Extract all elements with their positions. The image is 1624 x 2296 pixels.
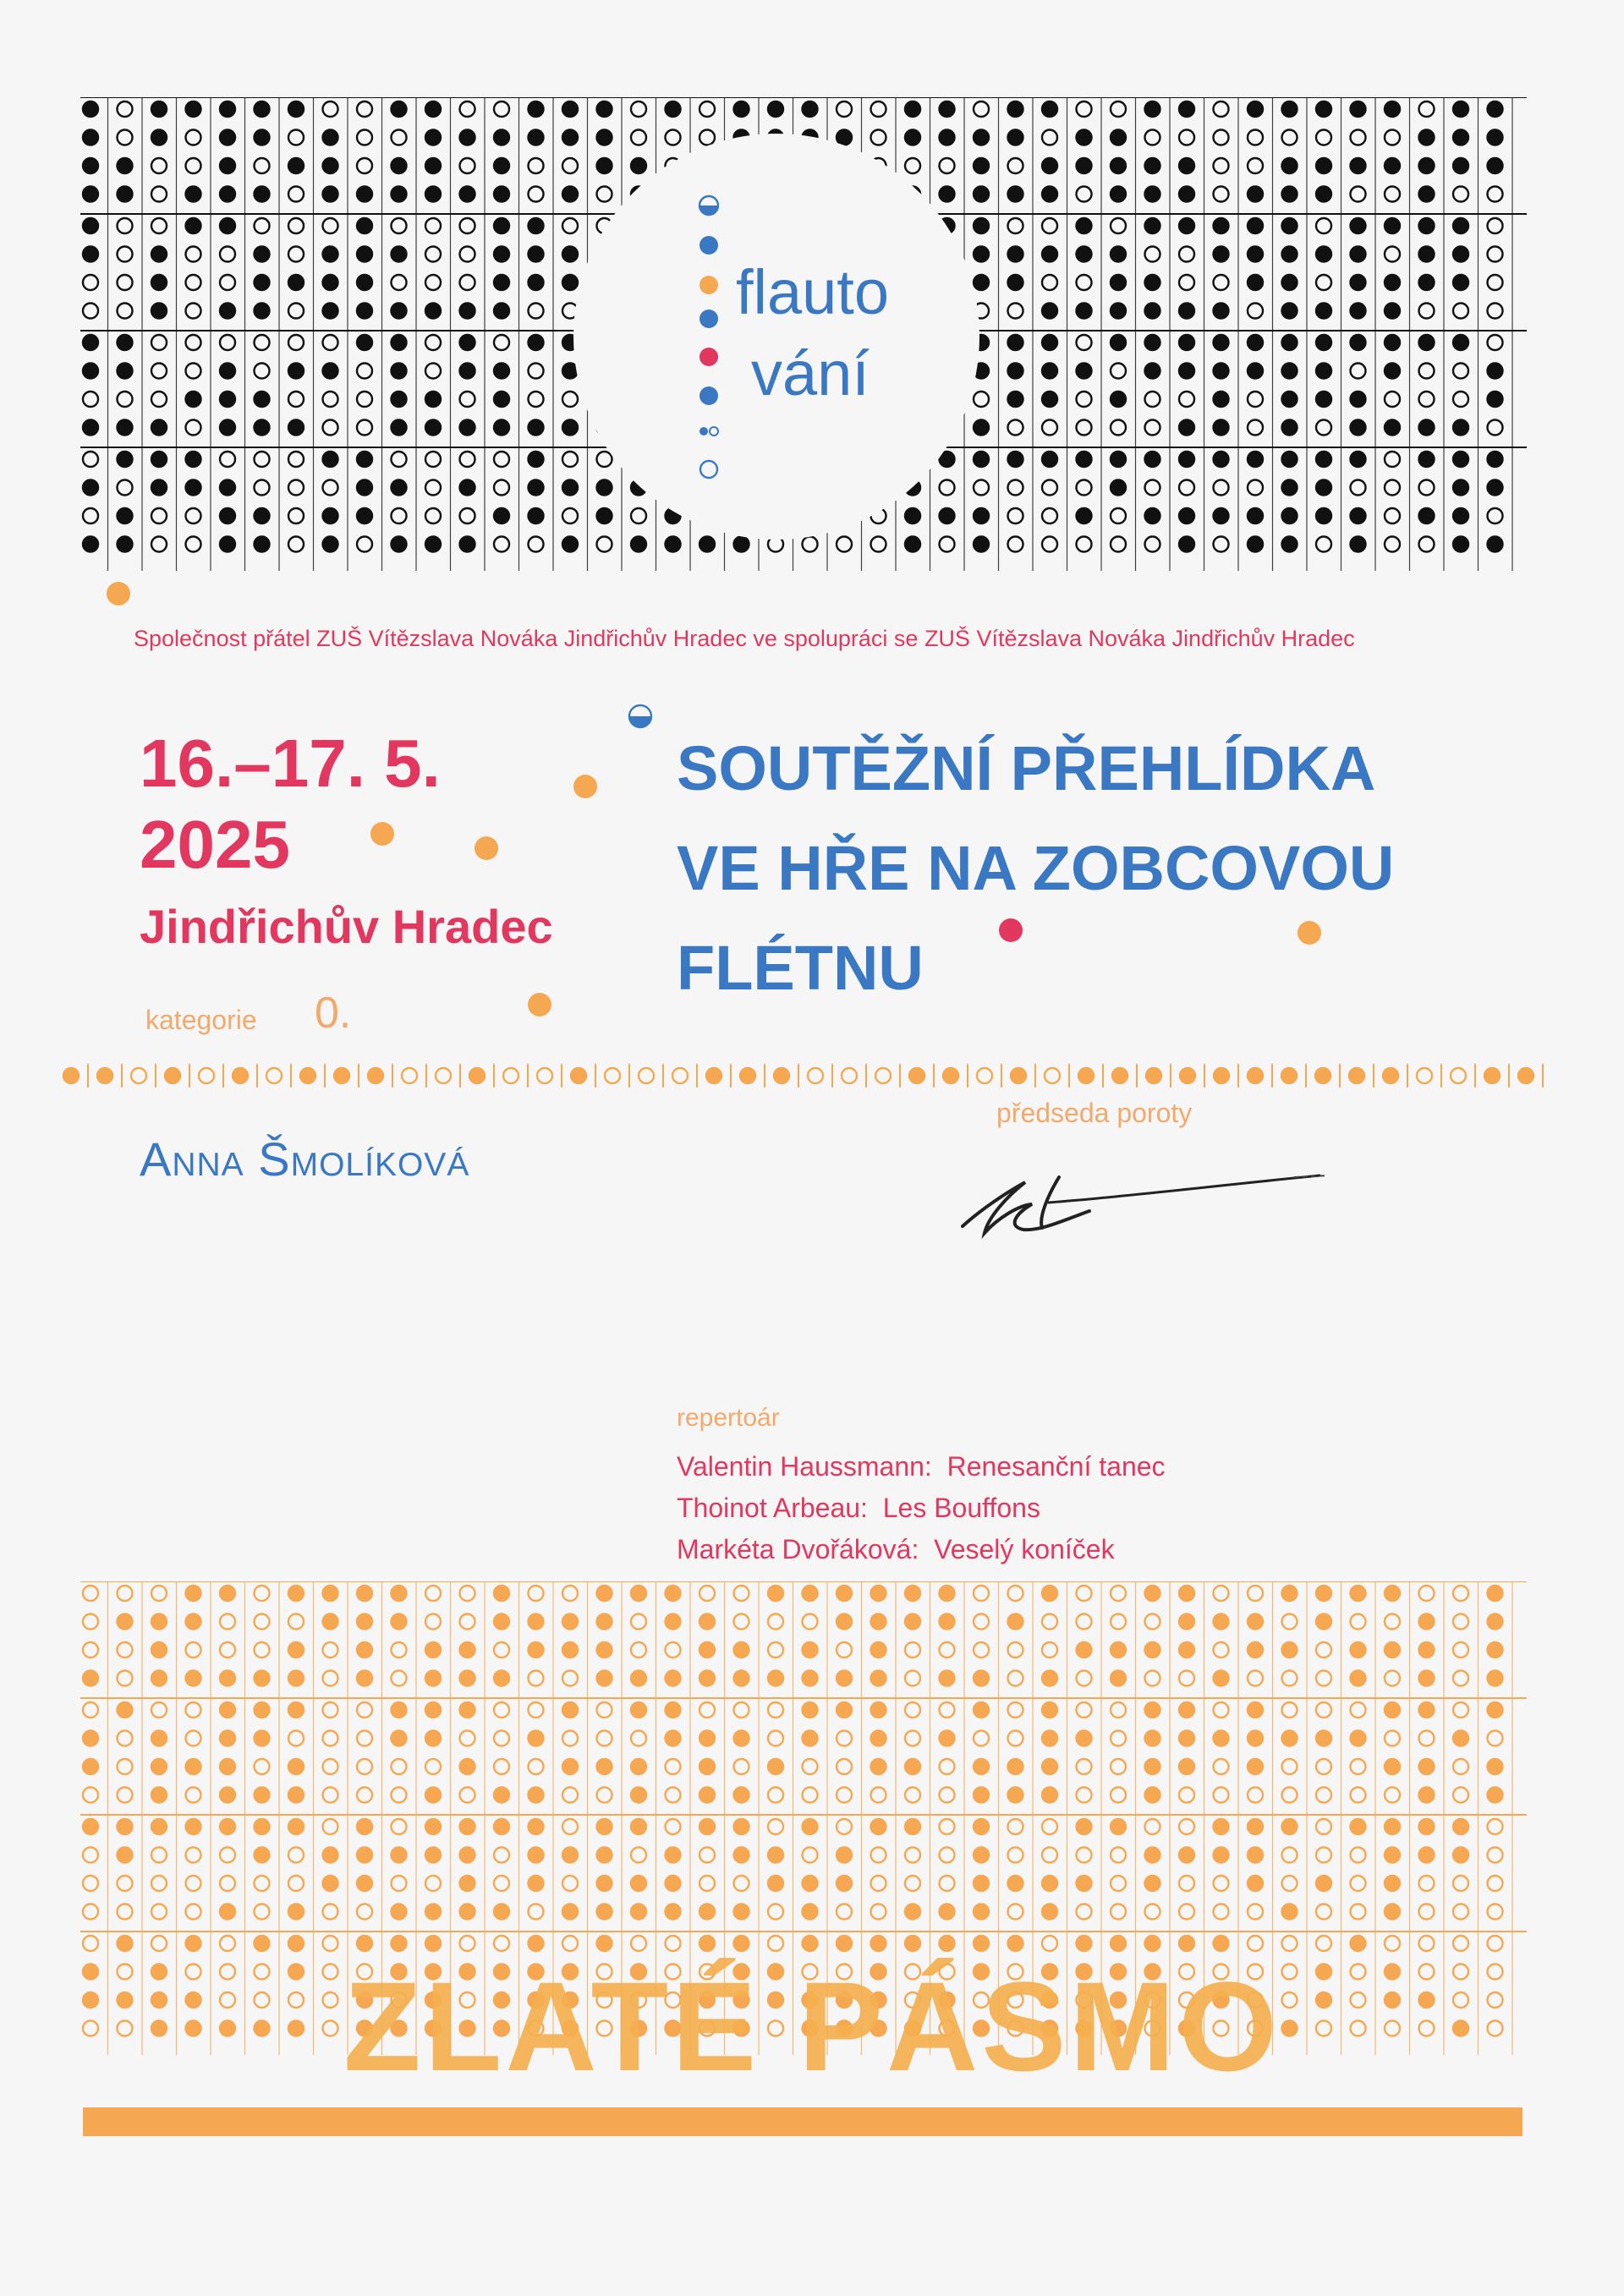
list-item <box>677 1488 1166 1529</box>
event-city: Jindřichův Hradec <box>140 900 553 953</box>
award-band: ZLATÉ PÁSMO <box>343 1955 1281 2097</box>
event-title <box>677 719 1394 1018</box>
fingering-strip <box>59 1057 1565 1094</box>
repertoire-label: repertoár <box>677 1404 780 1432</box>
list-item <box>677 1529 1166 1570</box>
event-dates <box>140 723 441 885</box>
jury-chair-label: předseda poroty <box>996 1098 1193 1128</box>
sponsor-line: Společnost přátel ZUŠ Vítězslava Nováka Jindřichův Hradec ve spolupráci se ZUŠ Vítězslava Nováka Jindřichův Hradec <box>134 626 1355 651</box>
composer: Valentin Haussmann: <box>677 1451 932 1482</box>
event-dates-line1: 16.–17. 5. <box>140 726 441 801</box>
participant-name: Anna Šmolíková <box>140 1132 470 1186</box>
event-title-line: FLÉTNU <box>677 933 924 1003</box>
logo-word-flauto: flauto <box>736 257 890 327</box>
event-title-line: SOUTĚŽNÍ PŘEHLÍDKA <box>677 733 1376 803</box>
logo-word-vani: vání <box>751 338 870 408</box>
signature <box>947 1159 1336 1252</box>
event-title-line: VE HŘE NA ZOBCOVOU <box>677 833 1395 903</box>
piece: Veselý koníček <box>934 1534 1115 1564</box>
repertoire-list <box>677 1446 1166 1570</box>
category-value: 0. <box>315 989 352 1038</box>
composer: Markéta Dvořáková: <box>677 1534 919 1564</box>
bottom-bar <box>83 2107 1522 2136</box>
list-item <box>677 1446 1166 1488</box>
piece: Les Bouffons <box>882 1493 1040 1523</box>
category-label: kategorie <box>145 1005 257 1035</box>
event-dates-line2: 2025 <box>140 807 290 882</box>
composer: Thoinot Arbeau: <box>677 1493 868 1523</box>
piece: Renesanční tanec <box>946 1451 1166 1482</box>
